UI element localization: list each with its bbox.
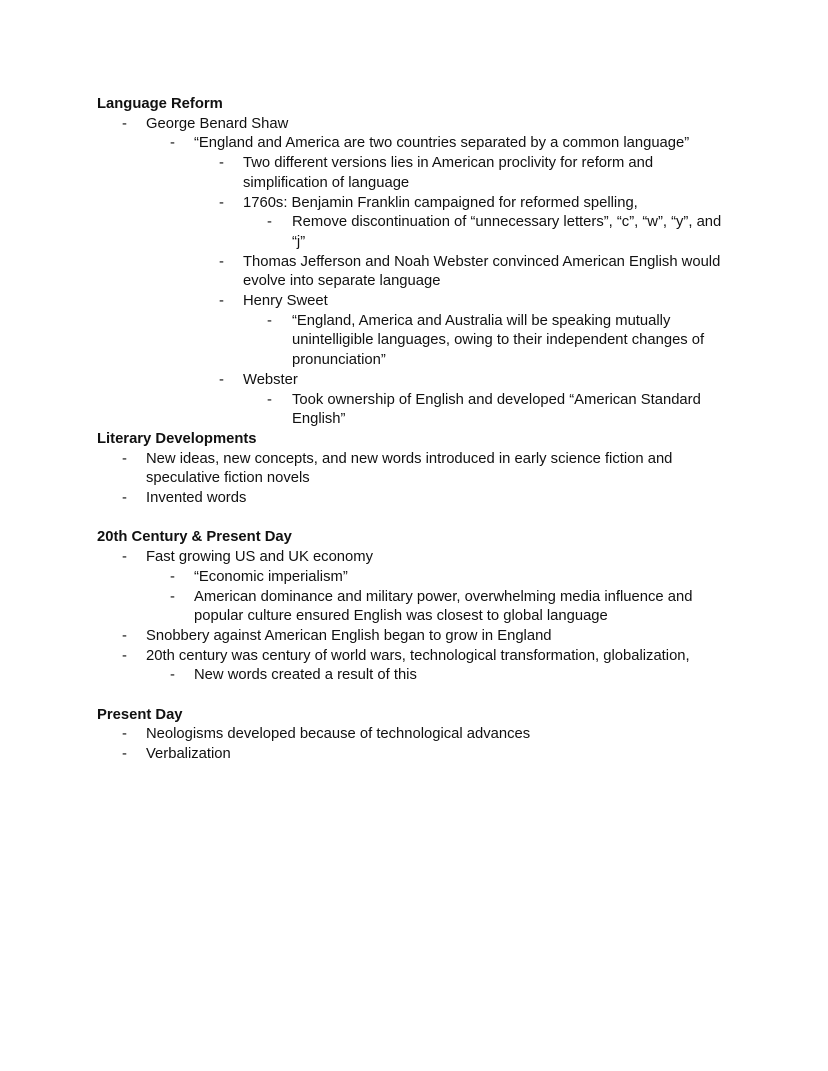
list-item-text: Verbalization [146,746,231,763]
list-item [97,489,731,509]
list-item [97,194,731,214]
list-item [97,115,731,135]
list-item [97,253,731,292]
blank-line [97,686,731,706]
bullet-marker: - [267,391,272,408]
list-item-text: 20th century was century of world wars, technological transformation, globalization, [146,647,690,664]
list-item-text: New ideas, new concepts, and new words introduced in early science fiction and speculative fiction novels [146,450,673,487]
bullet-marker: - [122,450,127,467]
list-item-text: Thomas Jefferson and Noah Webster convinced American English would evolve into separate language [243,253,721,290]
section-heading: Present Day [97,706,183,723]
list-item [97,154,731,193]
list-item-text: Remove discontinuation of “unnecessary letters”, “c”, “w”, “y”, and “j” [292,214,722,250]
bullet-marker: - [267,214,272,231]
blank-line [97,509,731,529]
list-item [97,588,731,627]
bullet-marker: - [122,490,127,507]
list-item [97,647,731,667]
bullet-marker: - [170,135,175,152]
list-item [97,725,731,745]
list-item-text: Took ownership of English and developed “American Standard English” [292,391,701,428]
list-item-text: “England and America are two countries separated by a common language” [194,135,690,152]
list-item-text: Henry Sweet [243,293,328,310]
list-item-text: “England, America and Australia will be speaking mutually unintelligible languages, owing to their independent changes of pronunciation” [292,312,705,369]
bullet-marker: - [267,312,272,329]
list-item-text: Neologisms developed because of technological advances [146,726,531,743]
list-item [97,568,731,588]
list-item [97,450,731,489]
list-item [97,548,731,568]
bullet-marker: - [219,253,224,270]
list-item [97,627,731,647]
list-item-text: Snobbery against American English began to grow in England [146,627,552,644]
list-item [97,312,731,371]
bullet-marker: - [219,371,224,388]
bullet-marker: - [219,194,224,211]
bullet-marker: - [122,746,127,763]
list-item-text: 1760s: Benjamin Franklin campaigned for reformed spelling, [243,194,638,211]
list-item [97,666,731,686]
list-item-text: George Benard Shaw [146,115,289,132]
list-item-text: New words created a result of this [194,667,417,684]
list-item [97,371,731,391]
list-item-text: Invented words [146,490,247,507]
bullet-marker: - [170,588,175,605]
bullet-marker: - [122,549,127,566]
list-item [97,213,731,252]
section-heading: Literary Developments [97,430,257,447]
list-item [97,745,731,765]
list-item-text: Webster [243,371,298,388]
bullet-marker: - [219,155,224,172]
bullet-marker: - [122,115,127,132]
list-item-text: “Economic imperialism” [194,568,348,585]
list-item-text: American dominance and military power, overwhelming media influence and popular culture ensured English was closest to global language [194,588,693,625]
bullet-marker: - [170,568,175,585]
list-item-text: Fast growing US and UK economy [146,549,373,566]
list-item [97,134,731,154]
bullet-marker: - [122,726,127,743]
section-heading: Language Reform [97,96,223,112]
list-item [97,292,731,312]
bullet-marker: - [122,627,127,644]
section-heading: 20th Century & Present Day [97,529,292,546]
bullet-marker: - [170,667,175,684]
list-item-text: Two different versions lies in American proclivity for reform and simplification of language [243,155,654,191]
bullet-marker: - [219,293,224,310]
list-item [97,391,731,430]
bullet-marker: - [122,647,127,664]
